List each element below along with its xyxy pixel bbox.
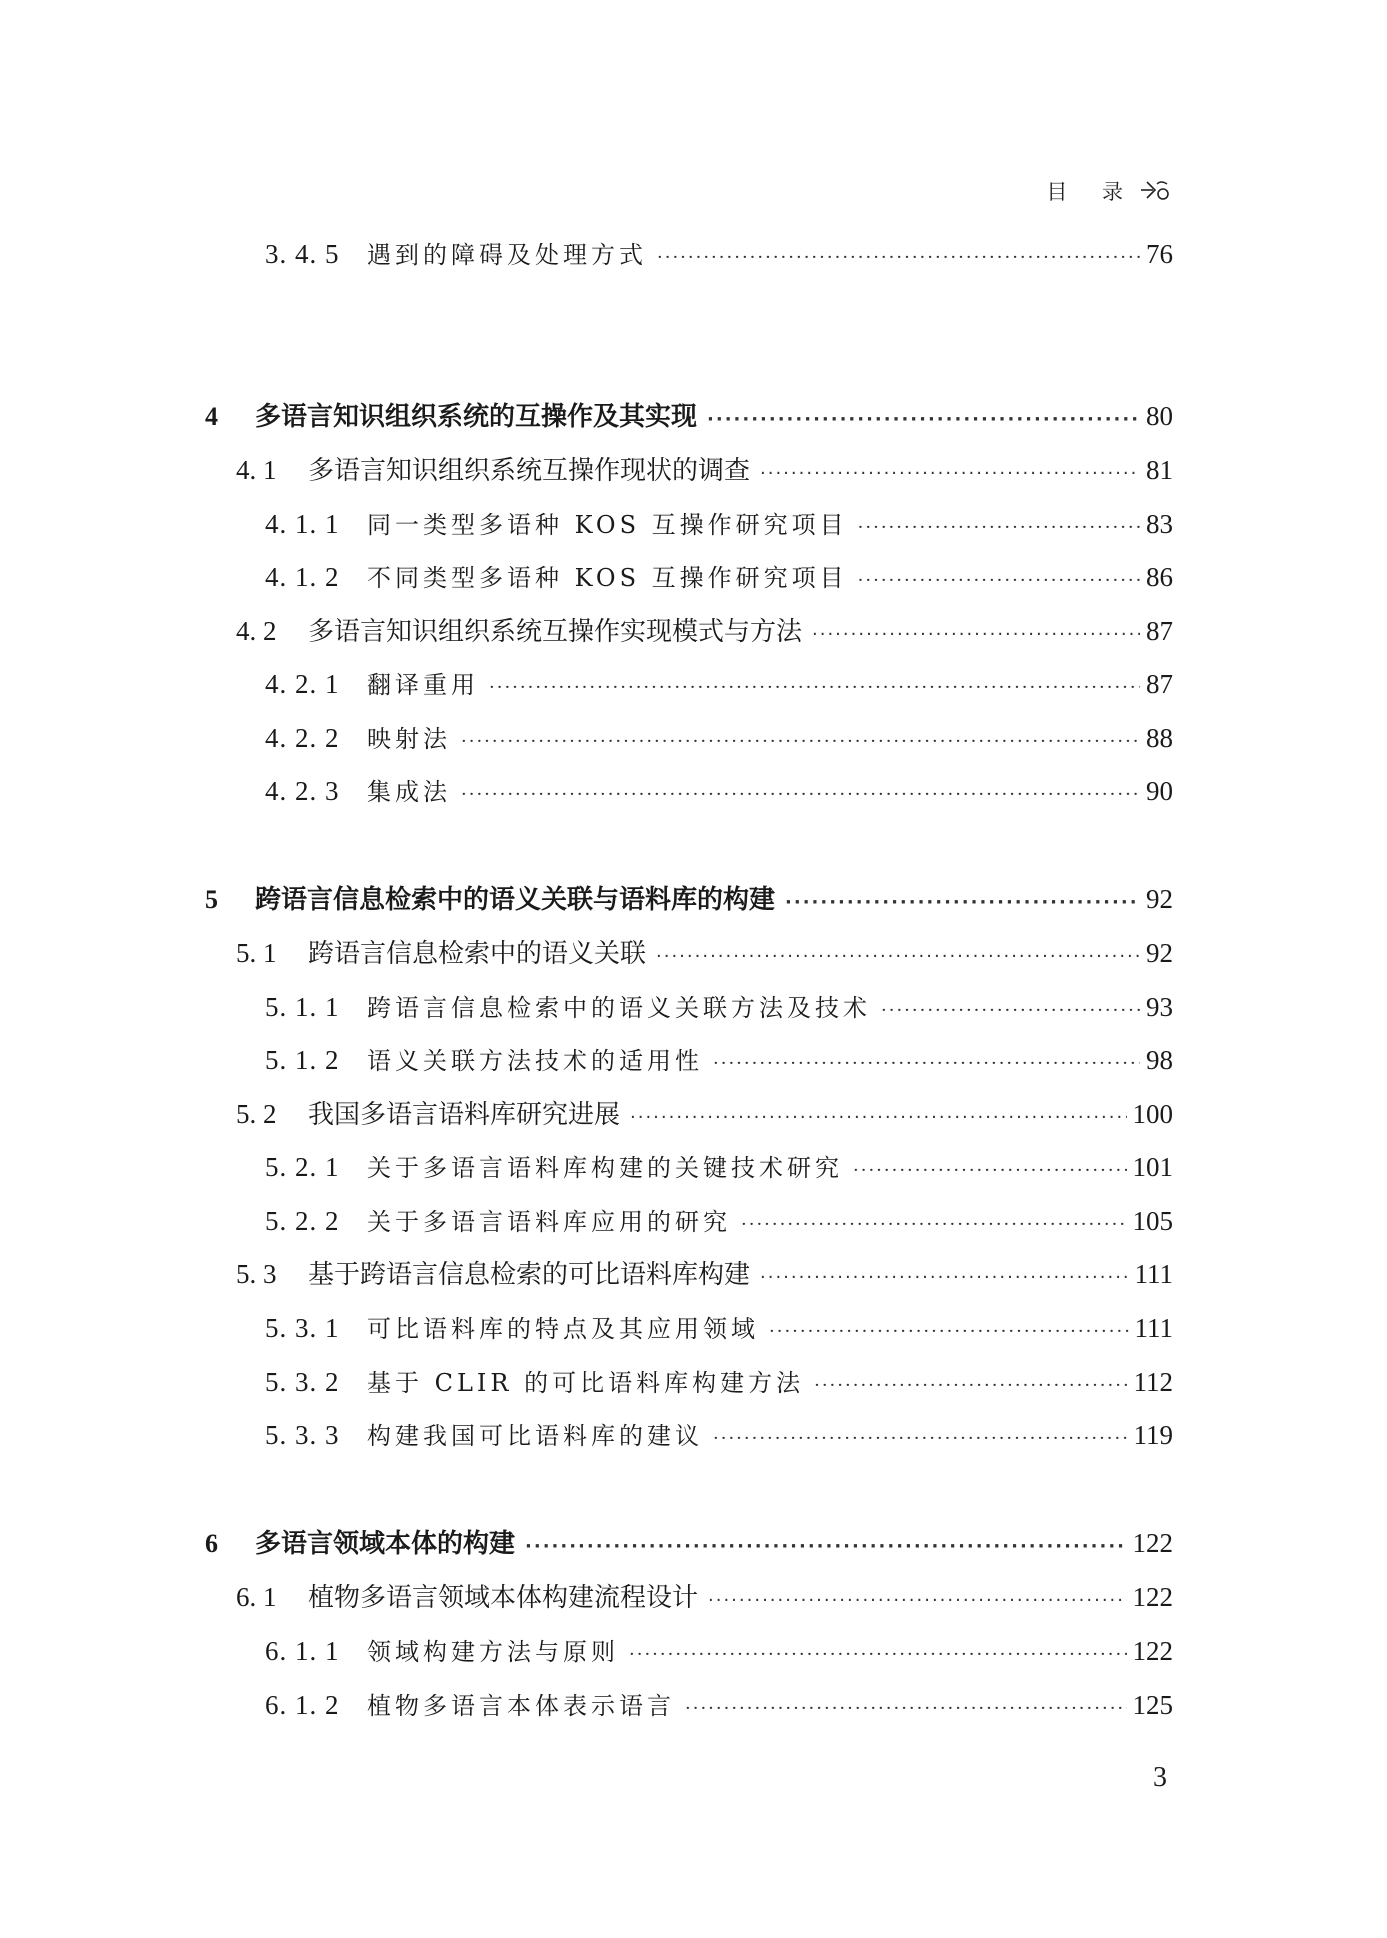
toc-dot-leader [657,238,1140,278]
toc-entry-page: 83 [1146,509,1173,539]
toc-entry-number: 5. 3. 3 [265,1420,340,1450]
toc-entry-title: 多语言领域本体的构建 [255,1529,516,1559]
toc-entry[interactable] [265,771,1173,811]
toc-entry-page: 111 [1134,1313,1173,1343]
ornament-icon [1139,178,1173,204]
toc-entry-number: 6 [205,1529,218,1558]
toc-entry-title: 语义关联方法技术的适用性 [367,1047,703,1075]
toc-entry-title: 我国多语言语料库研究进展 [308,1100,621,1130]
toc-entry-title: 多语言知识组织系统互操作实现模式与方法 [308,617,803,647]
toc-entry[interactable] [265,1147,1173,1187]
toc-entry[interactable] [205,396,1173,436]
toc-entry-number: 5. 1. 1 [265,992,340,1022]
toc-entry-title: 构建我国可比语料库的建议 [367,1422,703,1450]
toc-entry-number: 5. 3. 2 [265,1367,340,1397]
toc-entry-title: 遇到的障碍及处理方式 [367,241,647,269]
toc-entry-title: 基于跨语言信息检索的可比语料库构建 [308,1260,751,1290]
toc-entry-number: 6. 1. 1 [265,1636,340,1666]
toc-entry-page: 86 [1146,562,1173,592]
toc-entry[interactable] [265,1362,1173,1402]
toc-dot-leader [785,883,1140,923]
toc-entry-page: 122 [1132,1582,1173,1612]
toc-entry-page: 81 [1146,455,1173,485]
toc-entry-title: 植物多语言领域本体构建流程设计 [308,1583,699,1613]
toc-entry[interactable] [205,879,1173,919]
toc-entry-title: 跨语言信息检索中的语义关联方法及技术 [367,994,871,1022]
toc-entry-title: 集成法 [367,778,451,806]
running-header [1046,176,1173,206]
toc-dot-leader [858,508,1140,548]
toc-dot-leader [489,668,1140,708]
toc-dot-leader [713,1419,1128,1459]
toc-entry-title: 领域构建方法与原则 [367,1638,619,1666]
toc-entry-title: 同一类型多语种 KOS 互操作研究项目 [367,511,848,539]
toc-entry-title: 多语言知识组织系统互操作现状的调查 [308,456,751,486]
toc-entry-page: 105 [1132,1206,1173,1236]
toc-dot-leader [858,561,1140,601]
toc-entry-title: 关于多语言语料库构建的关键技术研究 [367,1154,843,1182]
toc-dot-leader [853,1151,1127,1191]
toc-entry-page: 93 [1146,992,1173,1022]
toc-entry[interactable] [265,1201,1173,1241]
toc-entry[interactable] [236,611,1173,651]
toc-entry-number: 5 [205,885,218,914]
toc-dot-leader [760,1258,1128,1298]
toc-entry-page: 112 [1133,1367,1173,1397]
toc-entry-number: 5. 2. 1 [265,1152,340,1182]
toc-dot-leader [707,400,1140,440]
toc-dot-leader [881,991,1140,1031]
toc-entry[interactable] [265,1308,1173,1348]
toc-dot-leader [769,1312,1129,1352]
toc-entry-number: 5. 3 [236,1259,277,1289]
toc-entry[interactable] [236,933,1173,973]
toc-entry-number: 6. 1. 2 [265,1690,340,1720]
toc-dot-leader [629,1635,1127,1675]
page-number: 3 [1153,1762,1167,1793]
toc-entry[interactable] [265,718,1173,758]
toc-dot-leader [713,1044,1140,1084]
toc-entry-number: 3. 4. 5 [265,239,340,269]
toc-dot-leader [630,1098,1126,1138]
toc-entry-number: 4. 2. 1 [265,669,340,699]
toc-entry-title: 关于多语言语料库应用的研究 [367,1208,731,1236]
toc-entry-page: 98 [1146,1045,1173,1075]
toc-entry-number: 4. 1 [236,455,277,485]
toc-entry-title: 映射法 [367,725,451,753]
toc-entry-number: 4. 2 [236,616,277,646]
toc-entry[interactable] [265,1685,1173,1725]
toc-entry[interactable] [265,234,1173,274]
toc-entry-page: 101 [1132,1152,1173,1182]
toc-dot-leader [708,1581,1126,1621]
toc-dot-leader [461,775,1140,815]
toc-entry[interactable] [265,504,1173,544]
toc-entry-page: 90 [1146,776,1173,806]
toc-entry-number: 4. 2. 2 [265,723,340,753]
toc-entry-page: 111 [1134,1259,1173,1289]
toc-entry-number: 5. 2 [236,1099,277,1129]
toc-entry-page: 125 [1132,1690,1173,1720]
toc-entry[interactable] [236,1577,1173,1617]
toc-entry[interactable] [236,1094,1173,1134]
toc-dot-leader [461,722,1140,762]
toc-entry[interactable] [236,450,1173,490]
toc-entry-number: 5. 1 [236,938,277,968]
toc-dot-leader [814,1366,1127,1406]
toc-entry-title: 基于 CLIR 的可比语料库构建方法 [367,1369,805,1397]
toc-dot-leader [656,937,1140,977]
toc-entry-page: 92 [1146,884,1173,914]
toc-entry-number: 4. 2. 3 [265,776,340,806]
running-header-title: 目 录 [1046,180,1137,204]
toc-entry-number: 4. 1. 1 [265,509,340,539]
toc-entry-title: 翻译重用 [367,671,479,699]
toc-dot-leader [760,454,1140,494]
toc-entry-page: 122 [1132,1636,1173,1666]
toc-entry-page: 87 [1146,669,1173,699]
toc-entry-number: 6. 1 [236,1582,277,1612]
toc-entry-page: 122 [1132,1528,1173,1558]
toc-entry[interactable] [265,557,1173,597]
toc-entry-title: 跨语言信息检索中的语义关联 [308,939,647,969]
toc-entry-page: 119 [1133,1420,1173,1450]
toc-entry-page: 76 [1146,239,1173,269]
toc-entry[interactable] [265,1415,1173,1455]
toc-entry-number: 4. 1. 2 [265,562,340,592]
toc-entry[interactable] [265,1631,1173,1671]
toc-dot-leader [812,615,1140,655]
toc-entry-page: 80 [1146,401,1173,431]
toc-entry-page: 88 [1146,723,1173,753]
toc-entry[interactable] [236,1254,1173,1294]
toc-entry-number: 4 [205,402,218,431]
toc-entry-page: 92 [1146,938,1173,968]
toc-dot-leader [525,1527,1126,1567]
toc-entry-title: 可比语料库的特点及其应用领域 [367,1315,759,1343]
toc-entry[interactable] [265,987,1173,1027]
toc-entry-title: 跨语言信息检索中的语义关联与语料库的构建 [255,885,776,915]
toc-entry-number: 5. 2. 2 [265,1206,340,1236]
toc-dot-leader [741,1205,1127,1245]
toc-entry[interactable] [265,1040,1173,1080]
toc-entry-page: 100 [1132,1099,1173,1129]
toc-entry-page: 87 [1146,616,1173,646]
toc-entry-title: 不同类型多语种 KOS 互操作研究项目 [367,564,848,592]
toc-entry-number: 5. 1. 2 [265,1045,340,1075]
toc-entry-number: 5. 3. 1 [265,1313,340,1343]
toc-entry[interactable] [205,1523,1173,1563]
toc-entry[interactable] [265,664,1173,704]
toc-entry-title: 多语言知识组织系统的互操作及其实现 [255,402,698,432]
toc-entry-title: 植物多语言本体表示语言 [367,1692,675,1720]
toc-dot-leader [685,1689,1127,1729]
